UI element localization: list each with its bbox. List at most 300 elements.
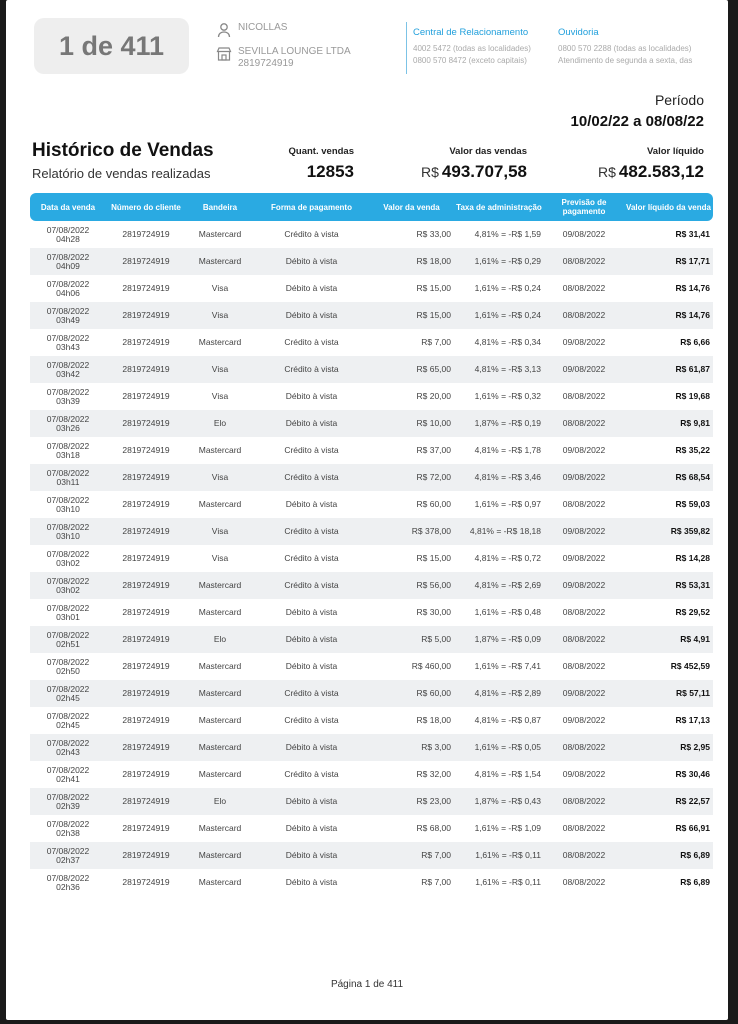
sale-date: 07/08/2022	[46, 818, 90, 829]
cell-admin-fee: 1,87% = -R$ 0,09	[454, 626, 544, 653]
cell-admin-fee: 1,61% = -R$ 0,32	[474, 391, 541, 401]
cell-net-value: R$ 6,89	[680, 877, 710, 887]
sale-time: 03h10	[56, 530, 80, 541]
sale-date: 07/08/2022	[46, 845, 90, 856]
cell-payment-forecast: 08/08/2022	[544, 248, 624, 275]
table-row	[30, 572, 713, 599]
cell-payment-forecast: 09/08/2022	[562, 769, 606, 779]
sale-date: 07/08/2022	[46, 737, 90, 748]
sale-time: 02h51	[56, 638, 80, 649]
user-name: NICOLLAS	[238, 22, 288, 33]
cell-payment-form: Crédito à vista	[254, 356, 369, 383]
stat-value	[421, 162, 527, 182]
table-row	[30, 275, 713, 302]
sale-time: 03h10	[56, 503, 80, 514]
cell-date	[30, 572, 106, 599]
cell-payment-form: Débito à vista	[254, 248, 369, 275]
contact-line: 4002 5472 (todas as localidades)	[413, 44, 531, 53]
cell-date	[30, 410, 106, 437]
cell-payment-form: Débito à vista	[254, 302, 369, 329]
cell-card-brand: Mastercard	[186, 572, 254, 599]
cell-date	[30, 788, 106, 815]
cell-net-value: R$ 359,82	[624, 518, 713, 545]
cell-admin-fee: 4,81% = -R$ 2,89	[454, 680, 544, 707]
sale-date: 07/08/2022	[46, 521, 90, 532]
sale-date: 07/08/2022	[46, 494, 90, 505]
cell-card-brand: Mastercard	[198, 499, 242, 509]
table-row	[30, 842, 713, 869]
cell-date	[30, 653, 106, 680]
sale-time: 02h37	[56, 854, 80, 865]
cell-client: 2819724919	[122, 553, 170, 563]
cell-sale-value: R$ 32,00	[416, 769, 451, 779]
cell-date	[30, 707, 106, 734]
cell-sale-value: R$ 30,00	[416, 607, 451, 617]
cell-date	[30, 545, 106, 572]
sale-date: 07/08/2022	[46, 332, 90, 343]
cell-payment-forecast: 09/08/2022	[562, 715, 606, 725]
sale-date: 07/08/2022	[46, 224, 90, 235]
cell-date	[30, 248, 106, 275]
table-row	[30, 788, 713, 815]
period-label: Período	[654, 92, 704, 108]
cell-admin-fee: 1,61% = -R$ 0,11	[475, 877, 541, 887]
report-subtitle: Relatório de vendas realizadas	[32, 166, 211, 181]
cell-net-value: R$ 6,66	[680, 337, 710, 347]
contact-relacionamento	[413, 27, 531, 67]
cell-sale-value: R$ 23,00	[369, 788, 454, 815]
cell-net-value: R$ 30,46	[675, 769, 710, 779]
cell-net-value: R$ 4,91	[624, 626, 713, 653]
cell-date	[30, 356, 106, 383]
cell-sale-value: R$ 460,00	[411, 661, 451, 671]
cell-sale-value: R$ 37,00	[416, 445, 451, 455]
cell-date	[30, 491, 106, 518]
amount: 493.707,58	[441, 162, 527, 181]
cell-payment-form: Crédito à vista	[254, 680, 369, 707]
cell-client: 2819724919	[106, 356, 186, 383]
stat-value	[598, 162, 704, 182]
cell-card-brand: Visa	[211, 553, 229, 563]
cell-client: 2819724919	[122, 283, 170, 293]
sale-time: 04h09	[56, 260, 80, 271]
cell-client: 2819724919	[122, 715, 170, 725]
cell-card-brand: Elo	[186, 788, 254, 815]
cell-date	[30, 464, 106, 491]
cell-card-brand: Mastercard	[198, 823, 242, 833]
cell-payment-forecast: 08/08/2022	[562, 823, 606, 833]
cell-date	[30, 680, 106, 707]
table-row	[30, 518, 713, 545]
stat-label: Quant. vendas	[288, 146, 354, 157]
cell-payment-form: Crédito à vista	[284, 715, 339, 725]
cell-admin-fee: 4,81% = -R$ 1,54	[474, 769, 541, 779]
page-footer: Página 1 de 411	[330, 979, 404, 990]
cell-card-brand: Mastercard	[186, 842, 254, 869]
sale-date: 07/08/2022	[46, 629, 90, 640]
sale-time: 03h39	[56, 395, 80, 406]
cell-date	[30, 302, 106, 329]
report-heading	[32, 140, 214, 181]
cell-card-brand: Visa	[186, 518, 254, 545]
cell-payment-form: Débito à vista	[285, 661, 338, 671]
cell-card-brand: Mastercard	[198, 715, 242, 725]
cell-sale-value: R$ 60,00	[369, 680, 454, 707]
sale-time: 03h02	[56, 584, 80, 595]
cell-client: 2819724919	[106, 680, 186, 707]
sale-date: 07/08/2022	[46, 359, 90, 370]
sale-date: 07/08/2022	[46, 251, 90, 262]
sale-date: 07/08/2022	[46, 872, 90, 883]
contact-line: 0800 570 8472 (exceto capitais)	[413, 56, 527, 65]
table-row	[30, 302, 713, 329]
cell-net-value: R$ 14,28	[675, 553, 710, 563]
cell-payment-forecast: 08/08/2022	[544, 788, 624, 815]
cell-admin-fee: 1,61% = -R$ 0,29	[454, 248, 544, 275]
sale-date: 07/08/2022	[46, 305, 90, 316]
cell-sale-value: R$ 378,00	[369, 518, 454, 545]
cell-payment-form: Débito à vista	[254, 626, 369, 653]
cell-payment-forecast: 09/08/2022	[562, 337, 606, 347]
cell-date	[30, 734, 106, 761]
cell-payment-forecast: 08/08/2022	[544, 842, 624, 869]
sale-time: 03h01	[56, 611, 80, 622]
cell-payment-form: Crédito à vista	[284, 337, 339, 347]
header-divider	[406, 22, 407, 74]
contact-title: Ouvidoria	[558, 27, 599, 38]
cell-net-value: R$ 61,87	[624, 356, 713, 383]
table-row	[30, 248, 713, 275]
table-row	[30, 680, 713, 707]
sale-time: 02h45	[56, 719, 80, 730]
sale-date: 07/08/2022	[46, 278, 90, 289]
sale-time: 02h41	[56, 773, 80, 784]
cell-client: 2819724919	[122, 445, 170, 455]
currency: R$	[421, 164, 439, 180]
contact-ouvidoria	[558, 27, 692, 67]
table-row	[30, 383, 713, 410]
cell-admin-fee: 4,81% = -R$ 2,69	[454, 572, 544, 599]
cell-admin-fee: 1,61% = -R$ 0,97	[474, 499, 541, 509]
store-icon	[216, 46, 232, 62]
table-header	[30, 193, 713, 221]
col-header: Valor da venda	[369, 193, 454, 221]
cell-admin-fee: 4,81% = -R$ 18,18	[454, 518, 544, 545]
cell-sale-value: R$ 7,00	[369, 842, 454, 869]
cell-admin-fee: 1,61% = -R$ 0,24	[474, 283, 541, 293]
table-row	[30, 761, 713, 788]
cell-admin-fee: 1,61% = -R$ 0,48	[474, 607, 541, 617]
company-id: 2819724919	[238, 58, 294, 69]
cell-payment-forecast: 09/08/2022	[562, 553, 606, 563]
cell-payment-form: Crédito à vista	[284, 445, 339, 455]
contact-line: Atendimento de segunda a sexta, das	[558, 56, 693, 65]
sale-time: 04h06	[56, 287, 80, 298]
cell-card-brand: Visa	[186, 356, 254, 383]
cell-net-value: R$ 2,95	[624, 734, 713, 761]
cell-admin-fee: 4,81% = -R$ 1,78	[474, 445, 541, 455]
cell-sale-value: R$ 72,00	[369, 464, 454, 491]
cell-payment-form: Débito à vista	[285, 877, 338, 887]
cell-client: 2819724919	[122, 229, 170, 239]
cell-client: 2819724919	[106, 842, 186, 869]
cell-sale-value: R$ 20,00	[416, 391, 451, 401]
report-page	[6, 0, 728, 1020]
cell-sale-value: R$ 15,00	[416, 553, 451, 563]
cell-payment-forecast: 09/08/2022	[562, 229, 606, 239]
cell-net-value: R$ 14,76	[675, 283, 710, 293]
cell-payment-forecast: 08/08/2022	[544, 734, 624, 761]
cell-sale-value: R$ 60,00	[416, 499, 451, 509]
cell-payment-form: Débito à vista	[254, 734, 369, 761]
cell-sale-value: R$ 56,00	[369, 572, 454, 599]
table-row	[30, 464, 713, 491]
cell-client: 2819724919	[122, 769, 170, 779]
cell-payment-form: Crédito à vista	[254, 572, 369, 599]
table-row	[30, 356, 713, 383]
sale-time: 02h43	[56, 746, 80, 757]
stat-value: 12853	[306, 162, 354, 181]
cell-net-value: R$ 14,76	[624, 302, 713, 329]
cell-date	[30, 275, 106, 302]
cell-admin-fee: 4,81% = -R$ 0,72	[474, 553, 541, 563]
col-header: Valor líquido da venda	[624, 193, 713, 221]
cell-payment-forecast: 08/08/2022	[562, 661, 606, 671]
cell-card-brand: Mastercard	[198, 607, 242, 617]
user-icon	[216, 22, 232, 38]
cell-client: 2819724919	[122, 337, 170, 347]
cell-payment-form: Débito à vista	[285, 283, 338, 293]
cell-net-value: R$ 19,68	[675, 391, 710, 401]
cell-client: 2819724919	[106, 788, 186, 815]
cell-sale-value: R$ 15,00	[369, 302, 454, 329]
table-row	[30, 815, 713, 842]
cell-admin-fee: 4,81% = -R$ 1,59	[474, 229, 541, 239]
cell-date	[30, 437, 106, 464]
cell-client: 2819724919	[106, 464, 186, 491]
stat-label: Valor líquido	[646, 146, 704, 157]
period	[571, 92, 704, 130]
table-row	[30, 410, 713, 437]
sale-time: 03h26	[56, 422, 80, 433]
cell-admin-fee: 4,81% = -R$ 3,46	[454, 464, 544, 491]
sale-date: 07/08/2022	[46, 386, 90, 397]
cell-payment-forecast: 08/08/2022	[562, 391, 606, 401]
cell-client: 2819724919	[122, 391, 170, 401]
cell-client: 2819724919	[122, 661, 170, 671]
cell-net-value: R$ 9,81	[624, 410, 713, 437]
cell-date	[30, 869, 106, 896]
cell-date	[30, 383, 106, 410]
cell-date	[30, 626, 106, 653]
cell-sale-value: R$ 33,00	[416, 229, 451, 239]
cell-card-brand: Elo	[186, 410, 254, 437]
cell-card-brand: Mastercard	[198, 877, 242, 887]
table-row	[30, 653, 713, 680]
cell-payment-forecast: 08/08/2022	[562, 877, 606, 887]
cell-net-value: R$ 452,59	[670, 661, 710, 671]
cell-card-brand: Visa	[186, 302, 254, 329]
sale-time: 02h39	[56, 800, 80, 811]
cell-payment-forecast: 08/08/2022	[562, 499, 606, 509]
cell-admin-fee: 4,81% = -R$ 0,34	[474, 337, 541, 347]
cell-sale-value: R$ 18,00	[369, 248, 454, 275]
cell-card-brand: Visa	[211, 283, 229, 293]
table-row	[30, 545, 713, 572]
cell-payment-forecast: 09/08/2022	[544, 680, 624, 707]
cell-client: 2819724919	[122, 823, 170, 833]
sale-time: 02h50	[56, 665, 80, 676]
cell-sale-value: R$ 3,00	[369, 734, 454, 761]
stat-net-value	[598, 146, 704, 182]
cell-admin-fee: 4,81% = -R$ 3,13	[454, 356, 544, 383]
sale-date: 07/08/2022	[46, 602, 90, 613]
contact-line: 0800 570 2288 (todas as localidades)	[558, 44, 692, 53]
cell-payment-forecast: 09/08/2022	[544, 572, 624, 599]
sale-time: 04h28	[56, 233, 80, 244]
cell-net-value: R$ 53,31	[624, 572, 713, 599]
cell-net-value: R$ 59,03	[675, 499, 710, 509]
table-row	[30, 626, 713, 653]
cell-client: 2819724919	[106, 302, 186, 329]
cell-payment-form: Crédito à vista	[284, 553, 339, 563]
cell-date	[30, 599, 106, 626]
stat-quantity	[289, 146, 354, 182]
sale-time: 03h02	[56, 557, 80, 568]
cell-net-value: R$ 35,22	[675, 445, 710, 455]
report-title: Histórico de Vendas	[32, 140, 214, 161]
cell-net-value: R$ 31,41	[675, 229, 710, 239]
cell-date	[30, 761, 106, 788]
cell-client: 2819724919	[106, 248, 186, 275]
col-header: Taxa de administração	[454, 193, 544, 221]
cell-payment-form: Débito à vista	[254, 410, 369, 437]
sale-time: 03h11	[56, 476, 80, 487]
cell-admin-fee: 1,61% = -R$ 0,24	[454, 302, 544, 329]
cell-payment-form: Débito à vista	[254, 842, 369, 869]
col-header: Data da venda	[30, 193, 106, 221]
cell-net-value: R$ 66,91	[675, 823, 710, 833]
cell-net-value: R$ 29,52	[675, 607, 710, 617]
cell-card-brand: Mastercard	[198, 337, 242, 347]
cell-payment-forecast: 09/08/2022	[544, 464, 624, 491]
cell-payment-forecast: 09/08/2022	[544, 356, 624, 383]
cell-payment-forecast: 08/08/2022	[562, 607, 606, 617]
cell-card-brand: Mastercard	[198, 769, 242, 779]
cell-sale-value: R$ 68,00	[416, 823, 451, 833]
cell-payment-forecast: 09/08/2022	[562, 445, 606, 455]
cell-client: 2819724919	[122, 499, 170, 509]
cell-card-brand: Mastercard	[198, 661, 242, 671]
cell-payment-form: Crédito à vista	[254, 464, 369, 491]
cell-date	[30, 815, 106, 842]
cell-date	[30, 842, 106, 869]
cell-net-value: R$ 68,54	[624, 464, 713, 491]
cell-admin-fee: 4,81% = -R$ 0,87	[474, 715, 541, 725]
cell-payment-forecast: 09/08/2022	[544, 518, 624, 545]
sale-time: 03h43	[56, 341, 80, 352]
sale-date: 07/08/2022	[46, 656, 90, 667]
table-row	[30, 437, 713, 464]
table-row	[30, 707, 713, 734]
cell-payment-form: Débito à vista	[285, 391, 338, 401]
period-value: 10/02/22 a 08/08/22	[570, 113, 704, 130]
cell-sale-value: R$ 5,00	[369, 626, 454, 653]
cell-sale-value: R$ 18,00	[416, 715, 451, 725]
cell-card-brand: Mastercard	[198, 445, 242, 455]
cell-payment-form: Débito à vista	[285, 499, 338, 509]
sale-time: 03h42	[56, 368, 80, 379]
cell-card-brand: Mastercard	[186, 248, 254, 275]
col-header: Bandeira	[186, 193, 254, 221]
sale-date: 07/08/2022	[46, 683, 90, 694]
cell-client: 2819724919	[122, 877, 170, 887]
sale-date: 07/08/2022	[46, 764, 90, 775]
table-row	[30, 869, 713, 896]
col-header: Previsão de pagamento	[544, 193, 624, 221]
cell-net-value: R$ 6,89	[624, 842, 713, 869]
cell-client: 2819724919	[106, 626, 186, 653]
cell-sale-value: R$ 7,00	[421, 877, 451, 887]
cell-date	[30, 221, 106, 248]
cell-client: 2819724919	[122, 607, 170, 617]
page-badge: 1 de 411	[34, 18, 189, 74]
sale-date: 07/08/2022	[46, 413, 90, 424]
cell-net-value: R$ 17,71	[624, 248, 713, 275]
cell-admin-fee: 1,87% = -R$ 0,19	[454, 410, 544, 437]
cell-payment-form: Débito à vista	[285, 823, 338, 833]
currency: R$	[598, 164, 616, 180]
company-name: SEVILLA LOUNGE LTDA	[238, 46, 351, 57]
cell-client: 2819724919	[106, 518, 186, 545]
cell-sale-value: R$ 7,00	[421, 337, 451, 347]
sale-time: 02h36	[56, 881, 80, 892]
cell-card-brand: Visa	[211, 391, 229, 401]
amount: 482.583,12	[618, 162, 704, 181]
cell-date	[30, 518, 106, 545]
cell-sale-value: R$ 10,00	[369, 410, 454, 437]
table-row	[30, 734, 713, 761]
contact-title: Central de Relacionamento	[413, 27, 529, 38]
cell-payment-form: Crédito à vista	[254, 518, 369, 545]
cell-client: 2819724919	[106, 410, 186, 437]
cell-sale-value: R$ 15,00	[416, 283, 451, 293]
stat-label: Valor das vendas	[449, 146, 527, 157]
stat-sales-value	[421, 146, 527, 182]
cell-client: 2819724919	[106, 734, 186, 761]
sale-date: 07/08/2022	[46, 548, 90, 559]
cell-card-brand: Elo	[186, 626, 254, 653]
table-row	[30, 329, 713, 356]
sales-table	[30, 193, 713, 896]
cell-card-brand: Visa	[186, 464, 254, 491]
cell-admin-fee: 1,87% = -R$ 0,43	[454, 788, 544, 815]
sale-time: 02h38	[56, 827, 80, 838]
sale-time: 02h45	[56, 692, 80, 703]
cell-payment-form: Crédito à vista	[284, 769, 339, 779]
cell-payment-form: Débito à vista	[285, 607, 338, 617]
sale-date: 07/08/2022	[46, 575, 90, 586]
col-header: Número do cliente	[106, 193, 186, 221]
sale-time: 03h49	[56, 314, 80, 325]
table-row	[30, 491, 713, 518]
cell-card-brand: Mastercard	[186, 734, 254, 761]
cell-payment-form: Débito à vista	[254, 788, 369, 815]
table-row	[30, 221, 713, 248]
cell-card-brand: Mastercard	[198, 229, 242, 239]
cell-payment-forecast: 08/08/2022	[544, 302, 624, 329]
cell-payment-forecast: 08/08/2022	[544, 626, 624, 653]
